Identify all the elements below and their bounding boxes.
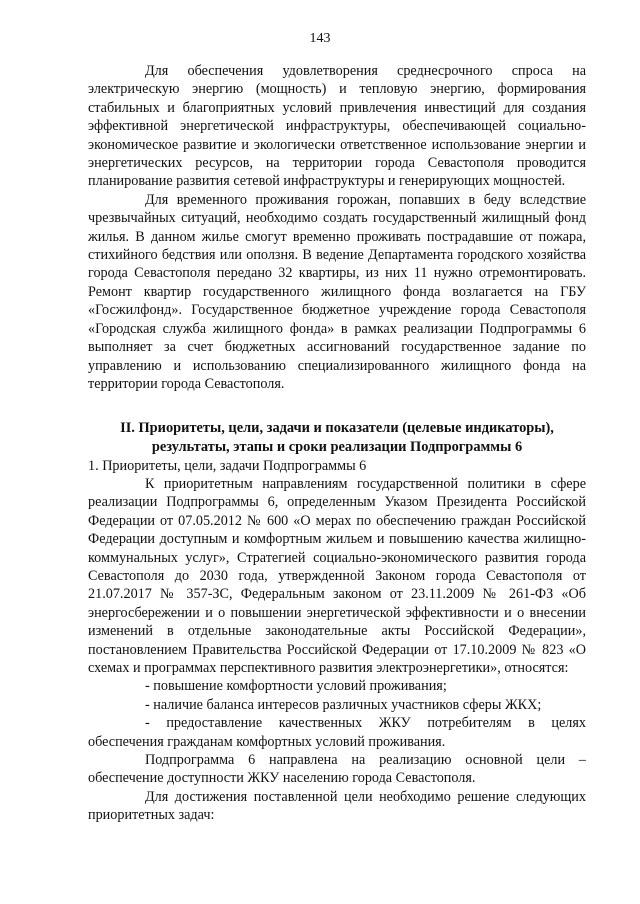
paragraph-tasks: Для достижения поставленной цели необходимо решение следующих приоритетных задач: bbox=[88, 788, 586, 824]
page-number: 143 bbox=[309, 31, 331, 46]
paragraph-housing-fund: Для временного проживания горожан, попавших в беду вследствие чрезвычайных ситуаций, необходимо создать государственный жилищный фонд жилья. В данном жилье смогут временно проживать пострадавшие от пожара, стихийного бедствия или оползня. В ведение Департамента городского хозяйства города Севастополя передано 32 квартиры, из них 11 нужно отремонтировать. Ремонт квартир государственного жилищного фонда возлагается на ГБУ «Госжилфонд». Государственное бюджетное учреждение города Севастополя «Городская служба жилищного фонда» в рамках реализации Подпрограммы 6 выполняет за счет бюджетных ассигнований государственное задание по управлению и использованию специализированного жилищного фонда на территории города Севастополя. bbox=[88, 191, 586, 392]
document-body bbox=[88, 62, 586, 825]
paragraph-energy: Для обеспечения удовлетворения среднесрочного спроса на электрическую энергию (мощность) и тепловую энергию, формирования стабильных и благоприятных условий привлечения инвестиций для создания эффективной энергетической инфраструктуры, обеспечивающей социально-экономическое развитие и экологически ответственное использование энергии и энергетических ресурсов, на территории города Севастополя проводится планирование развития сетевой инфраструктуры и генерирующих мощностей. bbox=[88, 63, 586, 190]
section-title bbox=[88, 419, 586, 456]
section-title-line-1: II. Приоритеты, цели, задачи и показатели (целевые индикаторы), bbox=[120, 420, 554, 437]
list-item: - предоставление качественных ЖКУ потребителям в целях обеспечения гражданам комфортных условий проживания. bbox=[88, 715, 586, 750]
list-item: - наличие баланса интересов различных участников сферы ЖКХ; bbox=[145, 696, 542, 713]
list-item: - повышение комфортности условий проживания; bbox=[145, 678, 447, 695]
paragraph-priorities: К приоритетным направлениям государственной политики в сфере реализации Подпрограммы 6, определенным Указом Президента Российской Федерации от 07.05.2012 № 600 «О мерах по обеспечению граждан Российской Федерации доступным и комфортным жильем и повышению качества жилищно-коммунальных услуг», Стратегией социально-экономического развития города Севастополя до 2030 года, утвержденной Законом города Севастополя от 21.07.2017 № 357-ЗС, Федеральным законом от 23.11.2009 № 261-ФЗ «Об энергосбережении и о повышении энергетической эффективности и о внесении изменений в отдельные законодательные акты Российской Федерации», постановлением Правительства Российской Федерации от 17.10.2009 № 823 «О схемах и программах перспективного развития электроэнергетики», относятся: bbox=[88, 475, 586, 676]
section-title-line-2: результаты, этапы и сроки реализации Подпрограммы 6 bbox=[151, 438, 523, 455]
paragraph-goal: Подпрограмма 6 направлена на реализацию основной цели – обеспечение доступности ЖКУ населению города Севастополя. bbox=[88, 752, 586, 787]
subsection-title: 1. Приоритеты, цели, задачи Подпрограммы 6 bbox=[88, 457, 367, 474]
